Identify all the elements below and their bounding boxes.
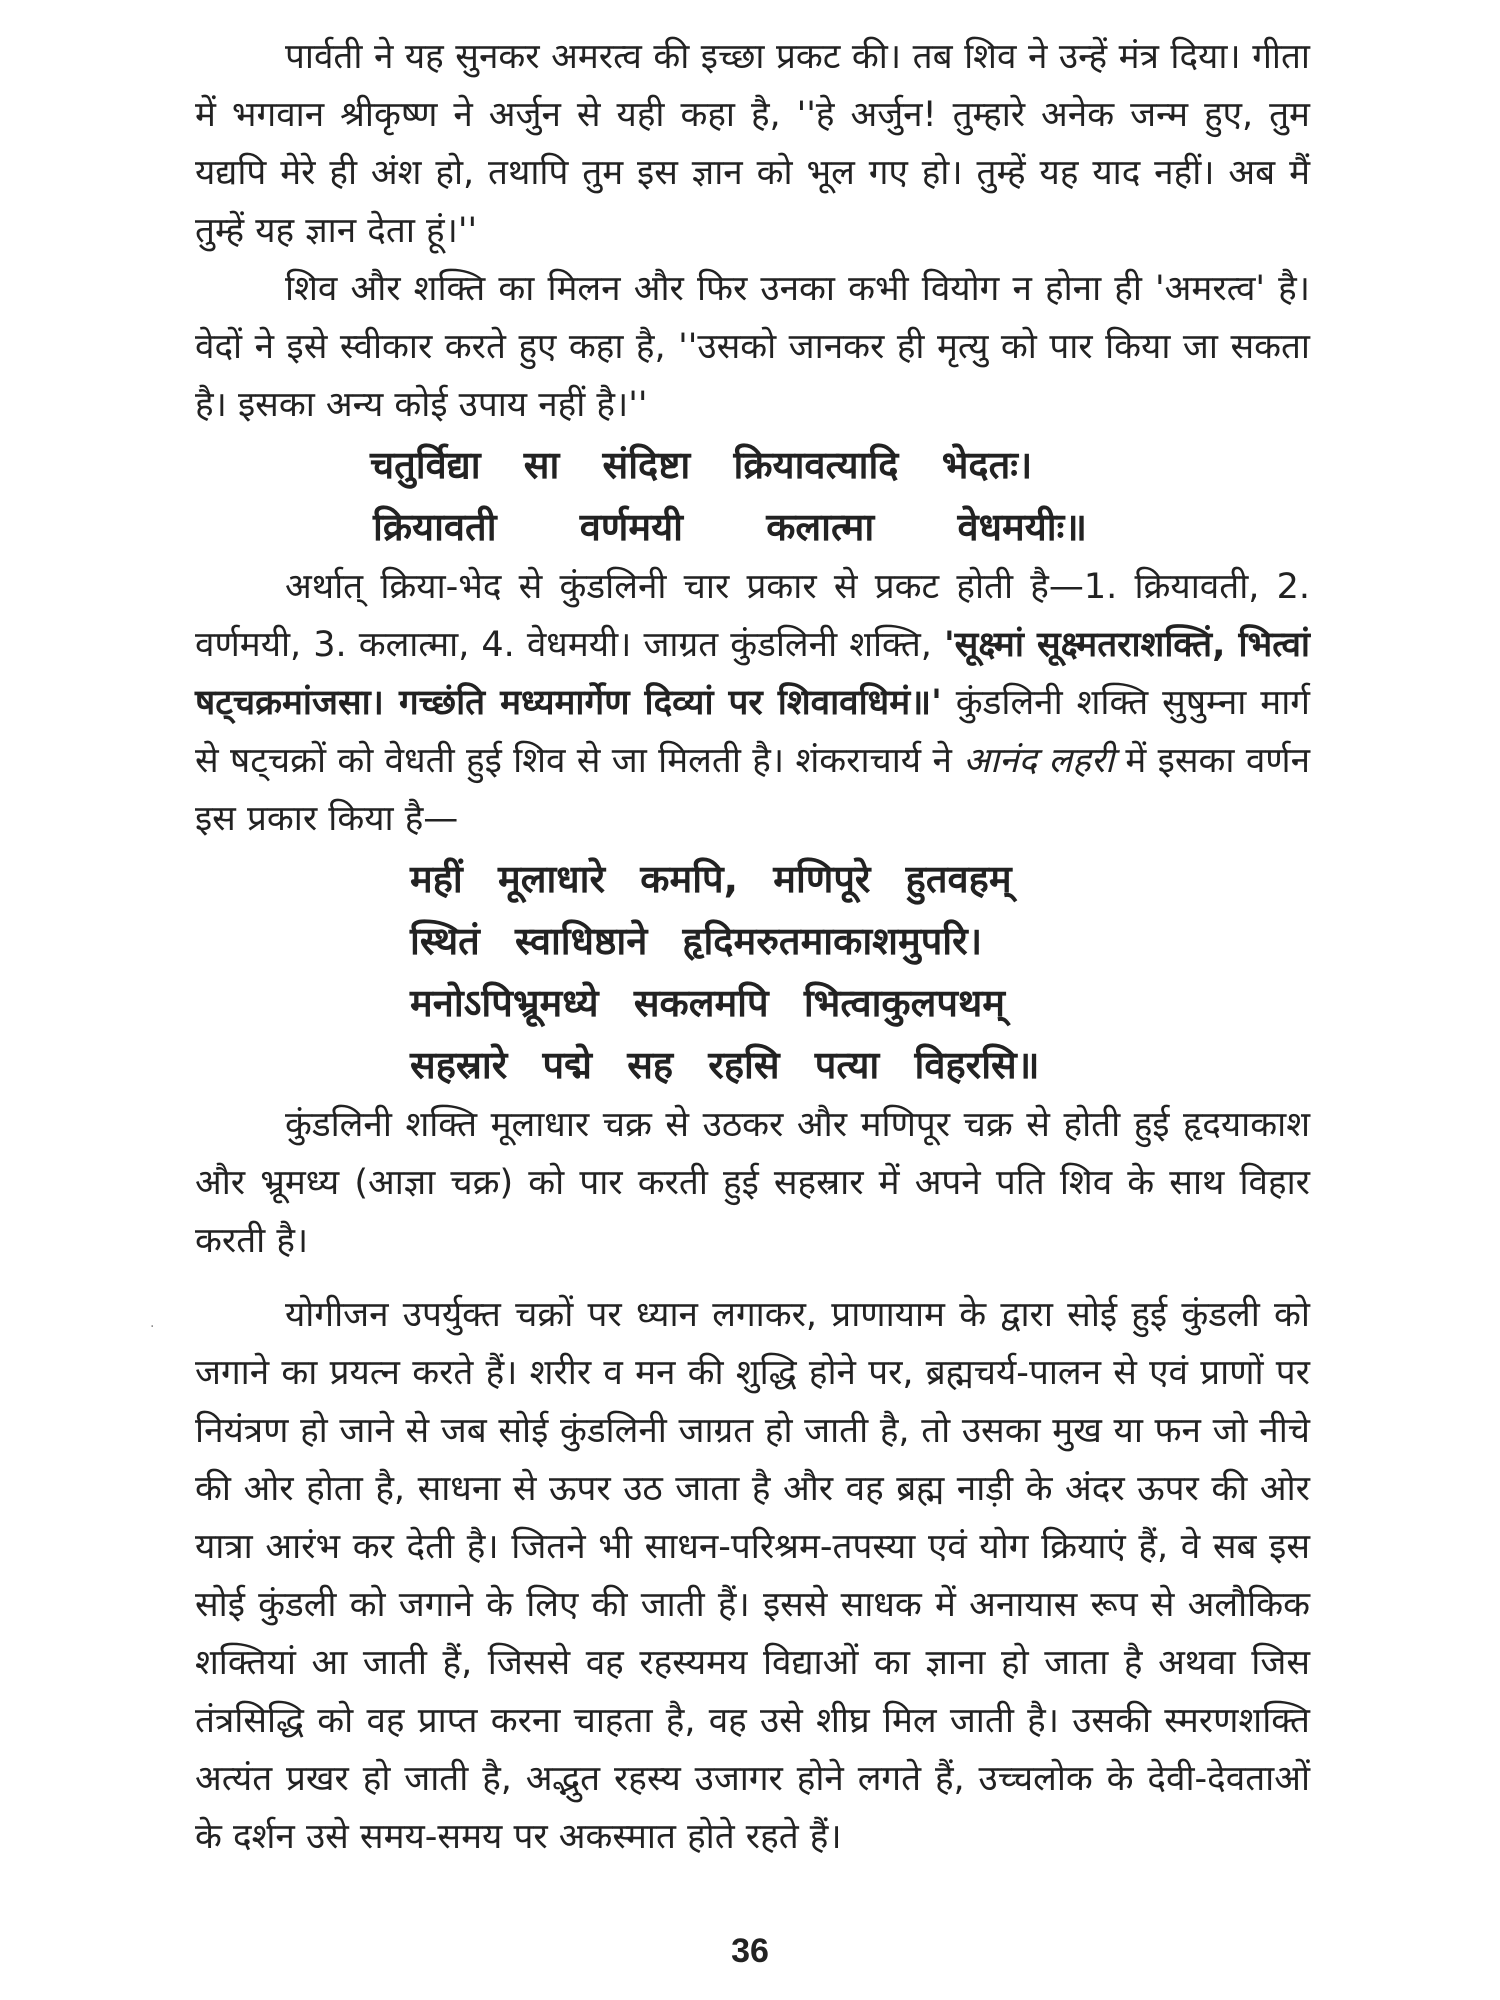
paragraph-1: पार्वती ने यह सुनकर अमरत्व की इच्छा प्रकट की। तब शिव ने उन्हें मंत्र दिया। गीता में भगवान श्रीकृष्ण ने अर्जुन से यही कहा है, ''हे अर्जुन! तुम्हारे अनेक जन्म हुए, तुम यद्यपि मेरे ही अंश हो, तथापि तुम इस ज्ञान को भूल गए हो। तुम्हें यह याद नहीं। अब मैं तुम्हें यह ज्ञान देता हूं।'' <box>195 37 1310 251</box>
page-body <box>195 28 1310 1866</box>
book-title-anand-lahari: आनंद लहरी <box>963 741 1115 781</box>
verse-2-line-3: मनोऽपिभ्रूमध्ये सकलमपि भित्वाकुलपथम् <box>410 981 1005 1025</box>
paragraph-5: योगीजन उपर्युक्त चक्रों पर ध्यान लगाकर, प्राणायाम के द्वारा सोई हुई कुंडली को जगाने का प्रयत्न करते हैं। शरीर व मन की शुद्धि होने पर, ब्रह्मचर्य-पालन से एवं प्राणों पर नियंत्रण हो जाने से जब सोई कुंडलिनी जाग्रत हो जाती है, तो उसका मुख या फन जो नीचे की ओर होता है, साधना से ऊपर उठ जाता है और वह ब्रह्म नाड़ी के अंदर ऊपर की ओर यात्रा आरंभ कर देती है। जितने भी साधन-परिश्रम-तपस्या एवं योग क्रियाएं हैं, वे सब इस सोई कुंडली को जगाने के लिए की जाती हैं। इससे साधक में अनायास रूप से अलौकिक शक्तियां आ जाती हैं, जिससे वह रहस्यमय विद्याओं का ज्ञाना हो जाता है अथवा जिस तंत्रसिद्धि को वह प्राप्त करना चाहता है, वह उसे शीघ्र मिल जाती है। उसकी स्मरणशक्ति अत्यंत प्रखर हो जाती है, अद्भुत रहस्य उजागर होने लगते हैं, उच्चलोक के देवी-देवताओं के दर्शन उसे समय-समय पर अकस्मात होते रहते हैं। <box>195 1295 1310 1857</box>
verse-2-line-1: महीं मूलाधारे कमपि, मणिपूरे हुतवहम् <box>410 857 1012 901</box>
verse-1-line-2: क्रियावती वर्णमयी कलात्मा वेधमयीः॥ <box>373 505 1088 549</box>
paragraph-4: कुंडलिनी शक्ति मूलाधार चक्र से उठकर और मणिपूर चक्र से होती हुई हृदयाकाश और भ्रूमध्य (आज्ञा चक्र) को पार करती हुई सहस्रार में अपने पति शिव के साथ विहार करती है। <box>195 1105 1310 1261</box>
sanskrit-verse-2 <box>195 848 1310 1096</box>
paragraph-3 <box>195 558 1310 848</box>
page-number: 36 <box>731 1932 769 1970</box>
paragraph-3-tail: में इसका वर्णन इस प्रकार किया है— <box>195 741 1311 839</box>
verse-2-line-4: सहस्रारे पद्मे सह रहसि पत्या विहरसि॥ <box>410 1043 1040 1087</box>
paragraph-3-start: अर्थात् क्रिया-भेद से कुंडलिनी चार प्रकार से प्रकट होती है—1. क्रियावती, 2. वर्णमयी, 3. कलात्मा, 4. वेधमयी। जाग्रत कुंडलिनी शक्ति, <box>195 567 1310 665</box>
paragraph-2: शिव और शक्ति का मिलन और फिर उनका कभी वियोग न होना ही 'अमरत्व' है। वेदों ने इसे स्वीकार करते हुए कहा है, ''उसको जानकर ही मृत्यु को पार किया जा सकता है। इसका अन्य कोई उपाय नहीं है।'' <box>195 269 1310 425</box>
paragraph-3-end: कुंडलिनी शक्ति सुषुम्ना मार्ग से षट्चक्रों को वेधती हुई शिव से जा मिलती है। शंकराचार्य ने <box>195 683 1311 781</box>
scan-speck: · <box>150 1319 155 1335</box>
verse-1-line-1: चतुर्विद्या सा संदिष्टा क्रियावत्यादि भेदतः। <box>370 443 1033 487</box>
sanskrit-verse-1 <box>195 434 1310 558</box>
paragraph-3-sanskrit-quote: 'सूक्ष्मां सूक्ष्मतराशक्तिं, भित्वां षट्चक्रमांजसा। गच्छंति मध्यमार्गेण दिव्यां पर शिवावधिमं॥' <box>195 625 1310 723</box>
verse-2-line-2: स्थितं स्वाधिष्ठाने हृदिमरुतमाकाशमुपरि। <box>410 919 983 963</box>
